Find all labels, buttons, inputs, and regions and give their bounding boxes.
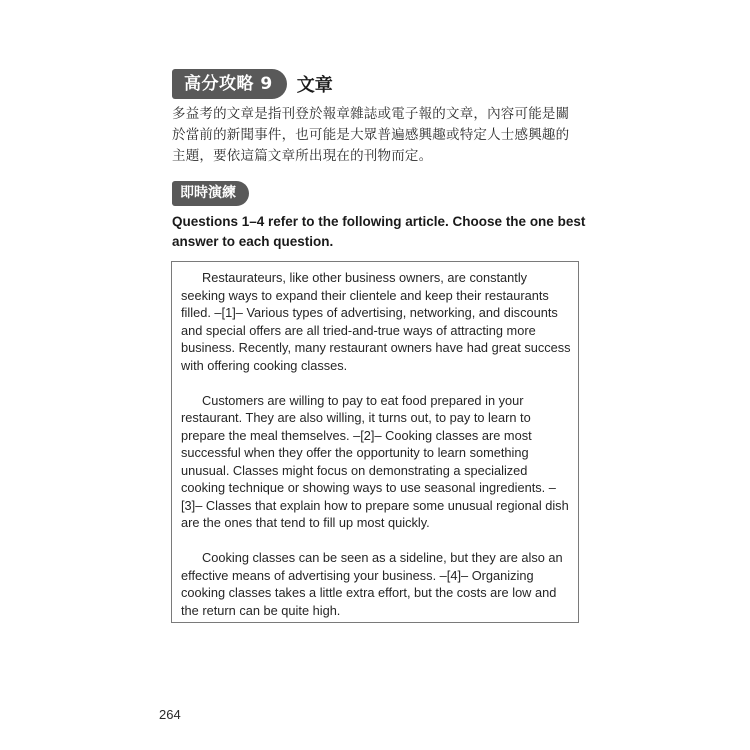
- article-paragraph: Customers are willing to pay to eat food prepared in your restaurant. They are also willing, it turns out, to pay to learn to prepare the meal themselves. –[2]– Cooking classes are most successful when they offer the opportunity to learn something unusual. Classes might focus on demonstrating a specialized cooking technique or showing ways to use seasonal ingredients. –[3]– Classes that explain how to prepare some unusual regional dish are the ones that tend to fill up most quickly.: [181, 392, 569, 530]
- section-heading: [172, 69, 333, 99]
- article-paragraph: Restaurateurs, like other business owners, are constantly seeking ways to expand their clientele and keep their restaurants filled. –[1]– Various types of advertising, networking, and discounts and special offers are all tried-and-true ways of attracting more business. Recently, many restaurant owners have had great success with offering cooking classes.: [181, 270, 571, 373]
- article-paragraph: Cooking classes can be seen as a sideline, but they are also an effective means of advertising your business. –[4]– Organizing cooking classes takes a little extra effort, but the costs are low and the return can be quite high.: [181, 550, 563, 618]
- practice-badge: 即時演練: [172, 181, 249, 206]
- page-number: 264: [159, 707, 181, 722]
- section-title: 文章: [296, 75, 333, 96]
- tip-badge: 高分攻略 9: [172, 69, 287, 99]
- intro-paragraph: 多益考的文章是指刊登於報章雜誌或電子報的文章，內容可能是關於當前的新聞事件，也可能是大眾普遍感興趣或特定人士感興趣的主題，要依這篇文章所出現在的刊物而定。: [172, 106, 570, 164]
- question-instructions: Questions 1–4 refer to the following article. Choose the one best answer to each question.: [172, 214, 586, 249]
- article-box: [171, 261, 579, 623]
